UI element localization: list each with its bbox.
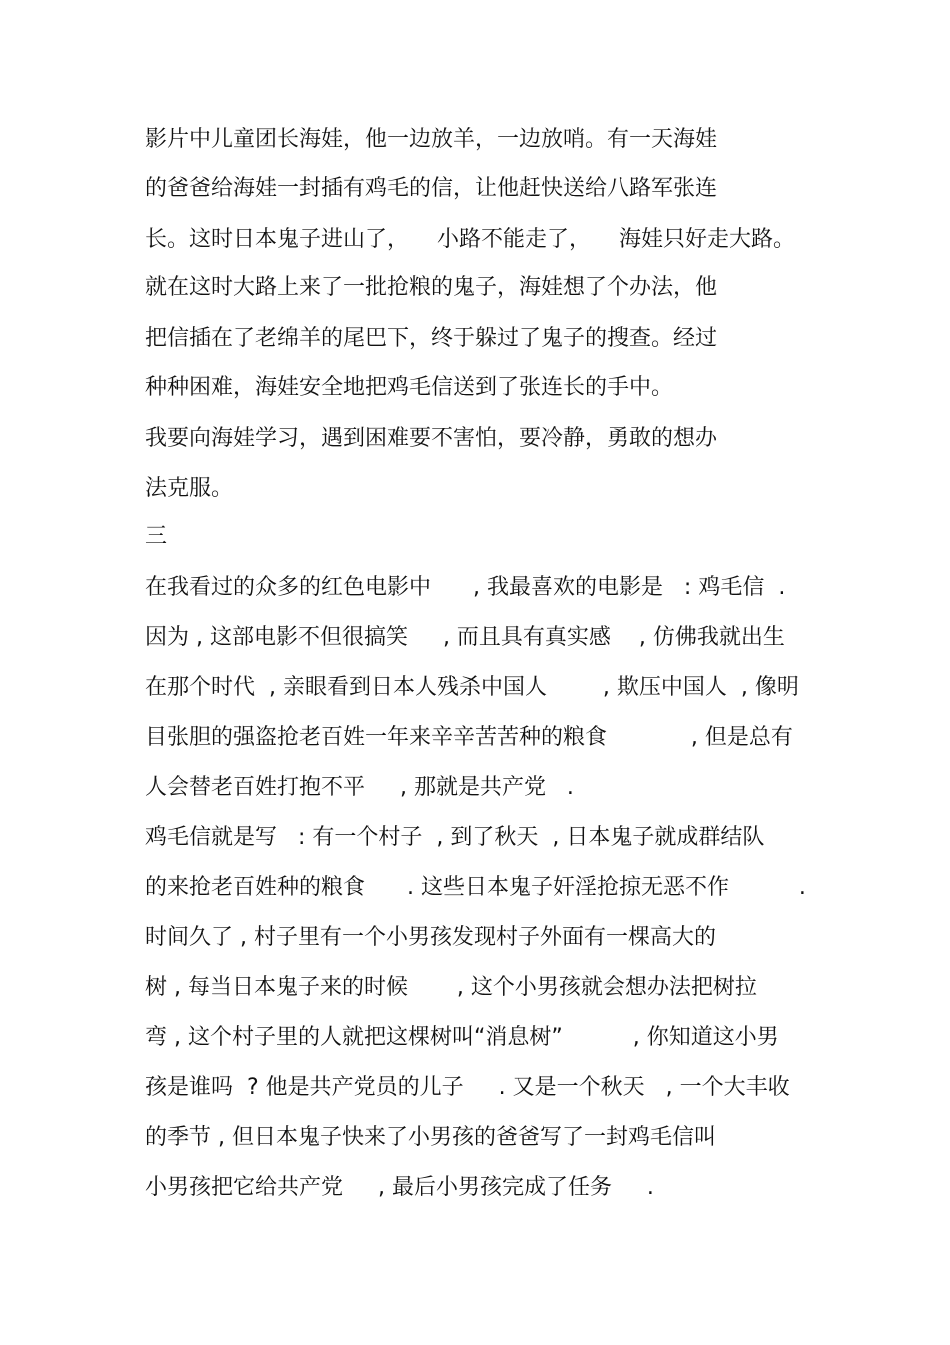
paragraph-line: 目张胆的强盗抢老百姓一年来辛辛苦苦种的粮食 , 但是总有 bbox=[145, 725, 793, 750]
paragraph-line: 法克服。 bbox=[145, 476, 234, 501]
paragraph-line: 树 , 每当日本鬼子来的时候 , 这个小男孩就会想办法把树拉 bbox=[145, 975, 757, 1000]
paragraph-line: 在那个时代 , 亲眼看到日本人残杀中国人 , 欺压中国人 , 像明 bbox=[145, 675, 799, 700]
paragraph-line: 把信插在了老绵羊的尾巴下，终于躲过了鬼子的搜查。经过 bbox=[145, 326, 718, 351]
paragraph-line: 孩是谁吗 ? 他是共产党员的儿子 . 又是一个秋天 , 一个大丰收 bbox=[145, 1075, 790, 1100]
paragraph-line: 鸡毛信就是写 : 有一个村子 , 到了秋天 , 日本鬼子就成群结队 bbox=[145, 825, 765, 850]
paragraph-line: 弯 , 这个村子里的人就把这棵树叫“消息树” , 你知道这小男 bbox=[145, 1025, 779, 1050]
section-number: 三 bbox=[145, 524, 168, 549]
paragraph-line: 的来抢老百姓种的粮食 . 这些日本鬼子奸淫抢掠无恶不作 . bbox=[145, 875, 806, 900]
paragraph-line: 就在这时大路上来了一批抢粮的鬼子，海娃想了个办法，他 bbox=[145, 275, 718, 300]
paragraph-line: 的爸爸给海娃一封插有鸡毛的信，让他赶快送给八路军张连 bbox=[145, 176, 718, 201]
paragraph-line: 种种困难，海娃安全地把鸡毛信送到了张连长的手中。 bbox=[145, 375, 674, 400]
paragraph-line: 时间久了 , 村子里有一个小男孩发现村子外面有一棵高大的 bbox=[145, 925, 716, 950]
paragraph-line: 的季节 , 但日本鬼子快来了小男孩的爸爸写了一封鸡毛信叫 bbox=[145, 1125, 716, 1150]
paragraph-line: 小男孩把它给共产党 , 最后小男孩完成了任务 . bbox=[145, 1175, 654, 1200]
paragraph-line: 人会替老百姓打抱不平 , 那就是共产党 . bbox=[145, 775, 574, 800]
paragraph-line: 影片中儿童团长海娃，他一边放羊，一边放哨。有一天海娃 bbox=[145, 127, 718, 152]
paragraph-line: 在我看过的众多的红色电影中 , 我最喜欢的电影是 : 鸡毛信 . bbox=[145, 575, 786, 600]
paragraph-line: 我要向海娃学习，遇到困难要不害怕，要冷静，勇敢的想办 bbox=[145, 426, 718, 451]
paragraph-line: 因为 , 这部电影不但很搞笑 , 而且具有真实感 , 仿佛我就出生 bbox=[145, 625, 785, 650]
paragraph-line: 长。这时日本鬼子进山了， 小路不能走了， 海娃只好走大路。 bbox=[145, 227, 795, 252]
